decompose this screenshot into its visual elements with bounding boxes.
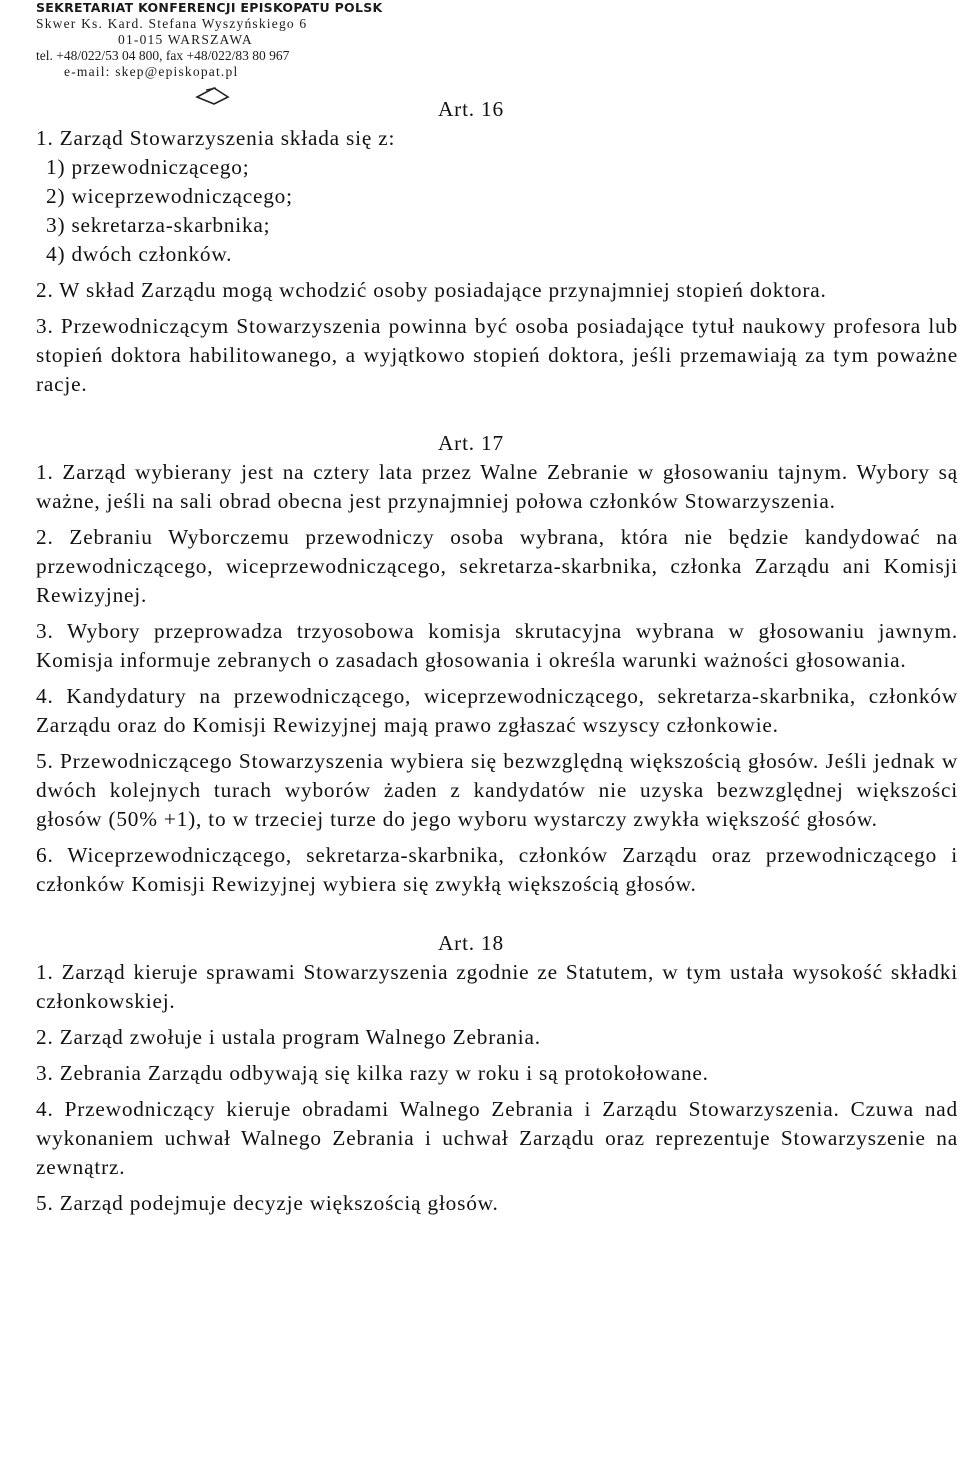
stamp-email: e-mail: skep@episkopat.pl bbox=[64, 64, 239, 79]
article-16-paragraph-1: 1. Zarząd Stowarzyszenia składa się z: bbox=[36, 126, 396, 150]
stamp-institution: SEKRETARIAT KONFERENCJI EPISKOPATU POLSK bbox=[36, 0, 383, 15]
article-16-paragraph-2: 2. W skład Zarządu mogą wchodzić osoby posiadające przynajmniej stopień doktora. bbox=[36, 278, 827, 302]
article-16-paragraph-3: 3. Przewodniczącym Stowarzyszenia powinna być osoba posiadające tytuł naukowy profesora lub stopień doktora habilitowanego, a wyjątkowo stopień doktora, jeśli przemawiają za tym poważne racje. bbox=[36, 314, 958, 396]
article-16-heading: Art. 16 bbox=[438, 97, 504, 121]
article-18-paragraph-3: 3. Zebrania Zarządu odbywają się kilka razy w roku i są protokołowane. bbox=[36, 1061, 709, 1085]
article-18 bbox=[36, 928, 958, 1218]
board-member-item: 1) przewodniczącego; bbox=[46, 155, 250, 179]
board-member-item: 4) dwóch członków. bbox=[46, 242, 233, 266]
article-17-paragraph-2: 2. Zebraniu Wyborczemu przewodniczy osoba wybrana, która nie będzie kandydować na przewodniczącego, wiceprzewodniczącego, sekretarza-skarbnika, członka Zarządu ani Komisji Rewizyjnej. bbox=[36, 525, 958, 607]
article-18-heading: Art. 18 bbox=[438, 931, 504, 955]
board-member-item: 2) wiceprzewodniczącego; bbox=[46, 184, 293, 208]
article-17-paragraph-5: 5. Przewodniczącego Stowarzyszenia wybiera się bezwzględną większością głosów. Jeśli jednak w dwóch kolejnych turach wyborów żaden z kandydatów nie uzyska bezwzględnej większości głosów (50% +1), to w trzeciej turze do jego wyboru wystarczy zwykła większość głosów. bbox=[36, 749, 958, 831]
article-17-paragraph-4: 4. Kandydatury na przewodniczącego, wiceprzewodniczącego, sekretarza-skarbnika, członków Zarządu oraz do Komisji Rewizyjnej mają prawo zgłaszać wszyscy członkowie. bbox=[36, 684, 958, 737]
article-17 bbox=[36, 428, 958, 899]
article-17-heading: Art. 17 bbox=[438, 431, 504, 455]
article-17-paragraph-1: 1. Zarząd wybierany jest na cztery lata przez Walne Zebranie w głosowaniu tajnym. Wybory są ważne, jeśli na sali obrad obecna jest przynajmniej połowa członków Stowarzyszenia. bbox=[36, 460, 958, 513]
stamp-street: Skwer Ks. Kard. Stefana Wyszyńskiego 6 bbox=[36, 16, 308, 31]
article-18-paragraph-1: 1. Zarząd kieruje sprawami Stowarzyszenia zgodnie ze Statutem, w tym ustała wysokość składki członkowskiej. bbox=[36, 960, 958, 1013]
stamp-city: 01-015 WARSZAWA bbox=[118, 32, 253, 47]
article-16 bbox=[36, 94, 958, 399]
article-17-paragraph-3: 3. Wybory przeprowadza trzyosobowa komisja skrutacyjna wybrana w głosowaniu jawnym. Komisja informuje zebranych o zasadach głosowania i określa warunki ważności głosowania. bbox=[36, 619, 958, 672]
stamp-phone-fax: tel. +48/022/53 04 800, fax +48/022/83 80 967 bbox=[36, 48, 290, 63]
article-17-paragraph-6: 6. Wiceprzewodniczącego, sekretarza-skarbnika, członków Zarządu oraz przewodniczącego i członków Komisji Rewizyjnej wybiera się zwykłą większością głosów. bbox=[36, 843, 958, 896]
article-18-paragraph-4: 4. Przewodniczący kieruje obradami Walnego Zebrania i Zarządu Stowarzyszenia. Czuwa nad wykonaniem uchwał Walnego Zebrania i uchwał Zarządu oraz reprezentuje Stowarzyszenie na zewnątrz. bbox=[36, 1097, 958, 1179]
board-member-item: 3) sekretarza-skarbnika; bbox=[46, 213, 271, 237]
article-18-paragraph-5: 5. Zarząd podejmuje decyzje większością głosów. bbox=[36, 1191, 499, 1215]
office-stamp bbox=[36, 0, 383, 80]
article-18-paragraph-2: 2. Zarząd zwołuje i ustala program Walnego Zebrania. bbox=[36, 1025, 541, 1049]
statute-text bbox=[36, 94, 958, 1218]
